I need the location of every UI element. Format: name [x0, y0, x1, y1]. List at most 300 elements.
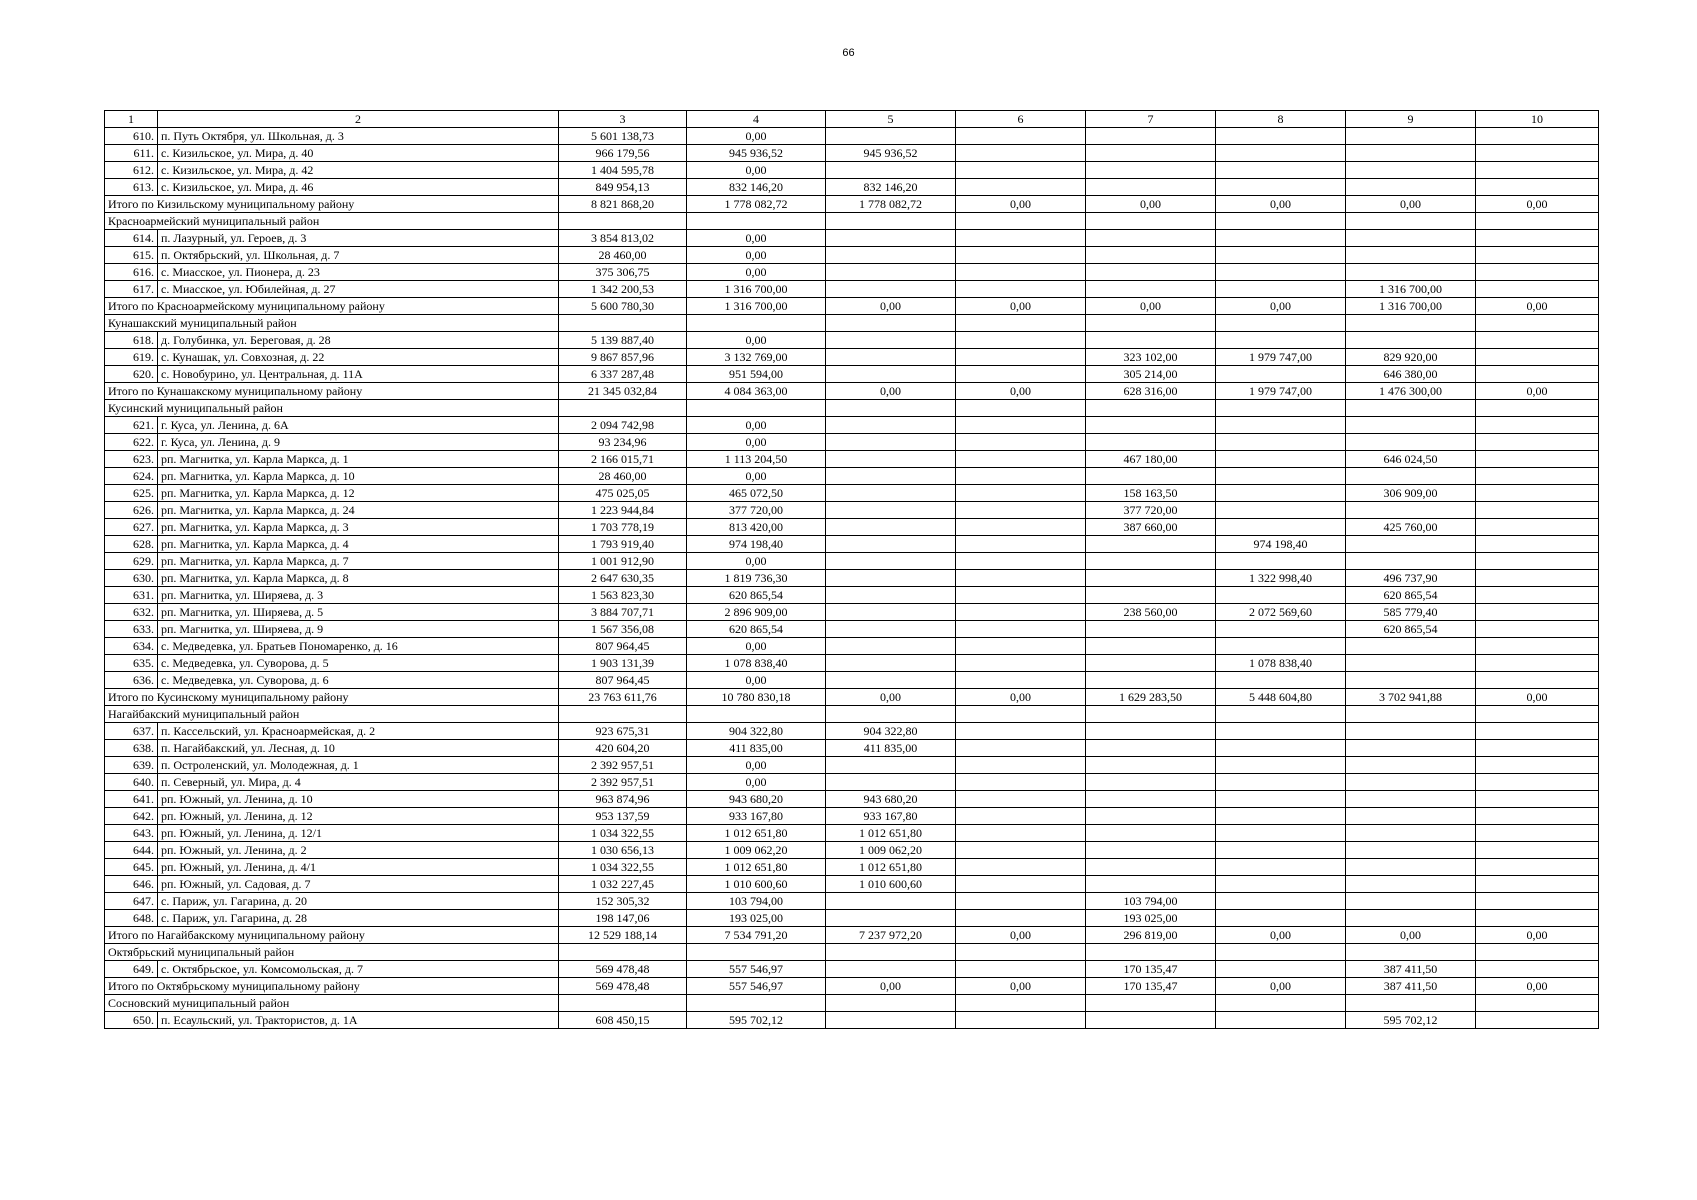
value-cell: 387 660,00 [1086, 519, 1216, 536]
value-cell [687, 944, 826, 961]
value-cell [1476, 638, 1599, 655]
value-cell [1346, 808, 1476, 825]
table-row [105, 757, 1599, 774]
value-cell: 933 167,80 [826, 808, 956, 825]
value-cell [1086, 468, 1216, 485]
table-row [105, 791, 1599, 808]
value-cell [1216, 128, 1346, 145]
address-cell: рп. Южный, ул. Ленина, д. 12/1 [158, 825, 559, 842]
value-cell [826, 468, 956, 485]
value-cell: 1 629 283,50 [1086, 689, 1216, 706]
district-header-row [105, 400, 1599, 417]
value-cell [1476, 672, 1599, 689]
value-cell [956, 145, 1086, 162]
value-cell [1476, 995, 1599, 1012]
row-number: 643. [105, 825, 158, 842]
table-row [105, 247, 1599, 264]
district-total-row [105, 298, 1599, 315]
value-cell [956, 876, 1086, 893]
total-label: Итого по Кусинскому муниципальному району [105, 689, 559, 706]
value-cell [1476, 281, 1599, 298]
value-cell: 0,00 [687, 672, 826, 689]
value-cell: 12 529 188,14 [559, 927, 687, 944]
row-number: 629. [105, 553, 158, 570]
value-cell [687, 315, 826, 332]
district-header-row [105, 315, 1599, 332]
value-cell: 1 009 062,20 [687, 842, 826, 859]
value-cell [1346, 706, 1476, 723]
value-cell [1216, 706, 1346, 723]
value-cell [826, 417, 956, 434]
value-cell: 0,00 [1476, 927, 1599, 944]
row-number: 624. [105, 468, 158, 485]
total-label: Итого по Нагайбакскому муниципальному району [105, 927, 559, 944]
value-cell: 103 794,00 [1086, 893, 1216, 910]
table-row [105, 536, 1599, 553]
value-cell [1086, 944, 1216, 961]
address-cell: рп. Магнитка, ул. Карла Маркса, д. 1 [158, 451, 559, 468]
value-cell [826, 910, 956, 927]
value-cell: 0,00 [687, 638, 826, 655]
table-row [105, 655, 1599, 672]
value-cell [1476, 944, 1599, 961]
value-cell [826, 315, 956, 332]
value-cell [1346, 995, 1476, 1012]
table-row [105, 468, 1599, 485]
row-number: 639. [105, 757, 158, 774]
value-cell [1476, 485, 1599, 502]
column-header: 1 [105, 111, 158, 128]
value-cell [826, 502, 956, 519]
value-cell: 0,00 [687, 434, 826, 451]
value-cell [1346, 944, 1476, 961]
column-header: 3 [559, 111, 687, 128]
row-number: 619. [105, 349, 158, 366]
row-number: 613. [105, 179, 158, 196]
value-cell [956, 553, 1086, 570]
value-cell [826, 1012, 956, 1029]
value-cell: 387 411,50 [1346, 978, 1476, 995]
district-total-row [105, 196, 1599, 213]
value-cell: 0,00 [687, 553, 826, 570]
value-cell [956, 315, 1086, 332]
table-row [105, 638, 1599, 655]
value-cell [1346, 672, 1476, 689]
value-cell: 974 198,40 [1216, 536, 1346, 553]
value-cell [826, 247, 956, 264]
table-row [105, 128, 1599, 145]
table-row [105, 485, 1599, 502]
value-cell: 1 563 823,30 [559, 587, 687, 604]
value-cell: 1 316 700,00 [687, 298, 826, 315]
row-number: 650. [105, 1012, 158, 1029]
value-cell: 620 865,54 [1346, 621, 1476, 638]
value-cell [1086, 774, 1216, 791]
value-cell: 0,00 [687, 230, 826, 247]
value-cell [1216, 332, 1346, 349]
table-row [105, 179, 1599, 196]
district-name: Кунашакский муниципальный район [105, 315, 559, 332]
value-cell [1476, 519, 1599, 536]
value-cell: 28 460,00 [559, 247, 687, 264]
table-row [105, 230, 1599, 247]
table-row [105, 859, 1599, 876]
value-cell: 1 001 912,90 [559, 553, 687, 570]
value-cell [1086, 145, 1216, 162]
value-cell [687, 213, 826, 230]
value-cell: 193 025,00 [687, 910, 826, 927]
value-cell: 1 316 700,00 [1346, 281, 1476, 298]
value-cell [1086, 740, 1216, 757]
address-cell: г. Куса, ул. Ленина, д. 9 [158, 434, 559, 451]
address-cell: с. Париж, ул. Гагарина, д. 20 [158, 893, 559, 910]
address-cell: рп. Магнитка, ул. Карла Маркса, д. 7 [158, 553, 559, 570]
value-cell [1476, 230, 1599, 247]
value-cell [826, 349, 956, 366]
value-cell [1476, 961, 1599, 978]
value-cell: 9 867 857,96 [559, 349, 687, 366]
value-cell [1086, 638, 1216, 655]
value-cell [956, 944, 1086, 961]
value-cell [1216, 893, 1346, 910]
value-cell [1086, 400, 1216, 417]
value-cell [1476, 791, 1599, 808]
column-header: 5 [826, 111, 956, 128]
value-cell: 832 146,20 [826, 179, 956, 196]
district-total-row [105, 689, 1599, 706]
address-cell: с. Кизильское, ул. Мира, д. 40 [158, 145, 559, 162]
row-number: 623. [105, 451, 158, 468]
row-number: 636. [105, 672, 158, 689]
row-number: 612. [105, 162, 158, 179]
value-cell: 5 448 604,80 [1216, 689, 1346, 706]
value-cell [559, 995, 687, 1012]
value-cell [956, 910, 1086, 927]
value-cell [1476, 332, 1599, 349]
value-cell: 496 737,90 [1346, 570, 1476, 587]
address-cell: с. Миасское, ул. Юбилейная, д. 27 [158, 281, 559, 298]
value-cell [1346, 264, 1476, 281]
value-cell [1346, 910, 1476, 927]
row-number: 637. [105, 723, 158, 740]
address-cell: с. Медведевка, ул. Братьев Пономаренко, д. 16 [158, 638, 559, 655]
value-cell [1216, 468, 1346, 485]
district-total-row [105, 383, 1599, 400]
value-cell [1086, 213, 1216, 230]
value-cell [1216, 791, 1346, 808]
value-cell [1476, 859, 1599, 876]
value-cell [826, 281, 956, 298]
value-cell [1346, 400, 1476, 417]
value-cell: 1 316 700,00 [1346, 298, 1476, 315]
value-cell: 557 546,97 [687, 961, 826, 978]
value-cell [1216, 400, 1346, 417]
district-name: Сосновский муниципальный район [105, 995, 559, 1012]
value-cell [1216, 944, 1346, 961]
value-cell [1346, 417, 1476, 434]
value-cell [956, 774, 1086, 791]
value-cell: 1 012 651,80 [687, 825, 826, 842]
value-cell: 3 132 769,00 [687, 349, 826, 366]
value-cell: 1 030 656,13 [559, 842, 687, 859]
address-cell: п. Есаульский, ул. Трактористов, д. 1А [158, 1012, 559, 1029]
address-cell: рп. Южный, ул. Садовая, д. 7 [158, 876, 559, 893]
row-number: 632. [105, 604, 158, 621]
row-number: 645. [105, 859, 158, 876]
value-cell [1216, 179, 1346, 196]
row-number: 617. [105, 281, 158, 298]
value-cell [1346, 145, 1476, 162]
table-row [105, 621, 1599, 638]
value-cell: 807 964,45 [559, 672, 687, 689]
column-header: 10 [1476, 111, 1599, 128]
value-cell: 1 078 838,40 [1216, 655, 1346, 672]
value-cell: 1 012 651,80 [826, 859, 956, 876]
value-cell [826, 621, 956, 638]
value-cell: 0,00 [1476, 978, 1599, 995]
value-cell: 1 010 600,60 [826, 876, 956, 893]
value-cell: 1 778 082,72 [687, 196, 826, 213]
value-cell: 103 794,00 [687, 893, 826, 910]
value-cell: 0,00 [826, 298, 956, 315]
table-row [105, 162, 1599, 179]
value-cell: 628 316,00 [1086, 383, 1216, 400]
value-cell: 1 032 227,45 [559, 876, 687, 893]
address-cell: рп. Магнитка, ул. Карла Маркса, д. 4 [158, 536, 559, 553]
value-cell [956, 757, 1086, 774]
value-cell: 943 680,20 [687, 791, 826, 808]
row-number: 626. [105, 502, 158, 519]
value-cell [1216, 995, 1346, 1012]
value-cell: 1 778 082,72 [826, 196, 956, 213]
address-cell: рп. Магнитка, ул. Ширяева, д. 5 [158, 604, 559, 621]
value-cell [1346, 502, 1476, 519]
value-cell: 646 380,00 [1346, 366, 1476, 383]
table-row [105, 1012, 1599, 1029]
value-cell [826, 366, 956, 383]
table-row [105, 281, 1599, 298]
value-cell: 1 322 998,40 [1216, 570, 1346, 587]
value-cell: 1 979 747,00 [1216, 383, 1346, 400]
value-cell: 0,00 [1216, 927, 1346, 944]
value-cell [956, 859, 1086, 876]
row-number: 633. [105, 621, 158, 638]
value-cell [559, 315, 687, 332]
address-cell: с. Октябрьское, ул. Комсомольская, д. 7 [158, 961, 559, 978]
value-cell [956, 604, 1086, 621]
table-row [105, 961, 1599, 978]
table-row [105, 893, 1599, 910]
row-number: 628. [105, 536, 158, 553]
value-cell [1346, 876, 1476, 893]
value-cell [826, 995, 956, 1012]
value-cell: 585 779,40 [1346, 604, 1476, 621]
value-cell [956, 672, 1086, 689]
value-cell [1216, 621, 1346, 638]
value-cell [1476, 893, 1599, 910]
value-cell: 0,00 [826, 689, 956, 706]
value-cell [956, 213, 1086, 230]
value-cell: 2 392 957,51 [559, 757, 687, 774]
value-cell [1346, 859, 1476, 876]
value-cell: 305 214,00 [1086, 366, 1216, 383]
value-cell [1216, 264, 1346, 281]
value-cell [1476, 417, 1599, 434]
value-cell [826, 944, 956, 961]
page-number: 66 [842, 47, 855, 59]
value-cell [1086, 723, 1216, 740]
value-cell [1476, 825, 1599, 842]
value-cell [1346, 638, 1476, 655]
address-cell: с. Кизильское, ул. Мира, д. 46 [158, 179, 559, 196]
value-cell: 375 306,75 [559, 264, 687, 281]
value-cell [956, 825, 1086, 842]
value-cell [1086, 621, 1216, 638]
value-cell: 0,00 [1476, 689, 1599, 706]
value-cell [826, 553, 956, 570]
value-cell [1216, 672, 1346, 689]
address-cell: рп. Южный, ул. Ленина, д. 12 [158, 808, 559, 825]
value-cell: 6 337 287,48 [559, 366, 687, 383]
value-cell: 557 546,97 [687, 978, 826, 995]
value-cell [826, 774, 956, 791]
value-cell: 1 009 062,20 [826, 842, 956, 859]
table-row [105, 876, 1599, 893]
value-cell [1346, 723, 1476, 740]
value-cell: 0,00 [1086, 196, 1216, 213]
address-cell: с. Кунашак, ул. Совхозная, д. 22 [158, 349, 559, 366]
row-number: 625. [105, 485, 158, 502]
value-cell [1476, 502, 1599, 519]
value-cell [1476, 910, 1599, 927]
value-cell [1216, 859, 1346, 876]
value-cell [1346, 434, 1476, 451]
value-cell [1086, 672, 1216, 689]
value-cell [1086, 587, 1216, 604]
value-cell [1216, 213, 1346, 230]
value-cell [956, 162, 1086, 179]
value-cell [1216, 825, 1346, 842]
value-cell: 4 084 363,00 [687, 383, 826, 400]
table-row [105, 502, 1599, 519]
value-cell [1086, 247, 1216, 264]
value-cell: 2 166 015,71 [559, 451, 687, 468]
value-cell [1086, 417, 1216, 434]
value-cell: 849 954,13 [559, 179, 687, 196]
table-row [105, 366, 1599, 383]
value-cell [1476, 774, 1599, 791]
value-cell [1216, 230, 1346, 247]
value-cell: 933 167,80 [687, 808, 826, 825]
value-cell: 1 113 204,50 [687, 451, 826, 468]
value-cell: 467 180,00 [1086, 451, 1216, 468]
value-cell [1216, 876, 1346, 893]
value-cell: 0,00 [687, 247, 826, 264]
value-cell [956, 332, 1086, 349]
district-name: Кусинский муниципальный район [105, 400, 559, 417]
value-cell [956, 570, 1086, 587]
value-cell [1216, 808, 1346, 825]
value-cell: 377 720,00 [687, 502, 826, 519]
district-total-row [105, 927, 1599, 944]
district-name: Октябрьский муниципальный район [105, 944, 559, 961]
value-cell [1476, 468, 1599, 485]
value-cell [1086, 332, 1216, 349]
value-cell: 2 896 909,00 [687, 604, 826, 621]
value-cell: 420 604,20 [559, 740, 687, 757]
row-number: 610. [105, 128, 158, 145]
table-row [105, 332, 1599, 349]
value-cell: 0,00 [1346, 196, 1476, 213]
value-cell [1086, 281, 1216, 298]
value-cell: 8 821 868,20 [559, 196, 687, 213]
value-cell [1346, 825, 1476, 842]
value-cell: 0,00 [956, 298, 1086, 315]
value-cell: 0,00 [1476, 196, 1599, 213]
value-cell [1346, 893, 1476, 910]
value-cell [1476, 536, 1599, 553]
value-cell [1476, 145, 1599, 162]
value-cell: 0,00 [1216, 196, 1346, 213]
row-number: 635. [105, 655, 158, 672]
value-cell [1216, 434, 1346, 451]
value-cell: 0,00 [956, 978, 1086, 995]
value-cell [1476, 757, 1599, 774]
row-number: 644. [105, 842, 158, 859]
value-cell [826, 757, 956, 774]
table-row [105, 553, 1599, 570]
value-cell: 7 534 791,20 [687, 927, 826, 944]
value-cell: 0,00 [956, 383, 1086, 400]
value-cell [1086, 179, 1216, 196]
value-cell [687, 400, 826, 417]
value-cell [956, 434, 1086, 451]
address-cell: с. Париж, ул. Гагарина, д. 28 [158, 910, 559, 927]
value-cell [1346, 128, 1476, 145]
value-cell [1086, 808, 1216, 825]
value-cell [1476, 621, 1599, 638]
address-cell: рп. Южный, ул. Ленина, д. 2 [158, 842, 559, 859]
value-cell [956, 1012, 1086, 1029]
value-cell: 1 012 651,80 [826, 825, 956, 842]
value-cell: 595 702,12 [687, 1012, 826, 1029]
value-cell [1086, 825, 1216, 842]
value-cell [1216, 502, 1346, 519]
value-cell: 963 874,96 [559, 791, 687, 808]
value-cell [956, 417, 1086, 434]
value-cell [1476, 128, 1599, 145]
value-cell [1476, 570, 1599, 587]
value-cell [826, 332, 956, 349]
value-cell [1476, 179, 1599, 196]
value-cell: 1 034 322,55 [559, 825, 687, 842]
value-cell: 296 819,00 [1086, 927, 1216, 944]
value-cell: 0,00 [956, 196, 1086, 213]
value-cell [1346, 791, 1476, 808]
row-number: 640. [105, 774, 158, 791]
value-cell [956, 995, 1086, 1012]
value-cell [1476, 1012, 1599, 1029]
table-row [105, 587, 1599, 604]
column-header: 7 [1086, 111, 1216, 128]
value-cell [1476, 366, 1599, 383]
row-number: 631. [105, 587, 158, 604]
total-label: Итого по Кизильскому муниципальному району [105, 196, 559, 213]
value-cell: 595 702,12 [1346, 1012, 1476, 1029]
address-cell: рп. Магнитка, ул. Карла Маркса, д. 24 [158, 502, 559, 519]
value-cell [559, 944, 687, 961]
value-cell: 813 420,00 [687, 519, 826, 536]
